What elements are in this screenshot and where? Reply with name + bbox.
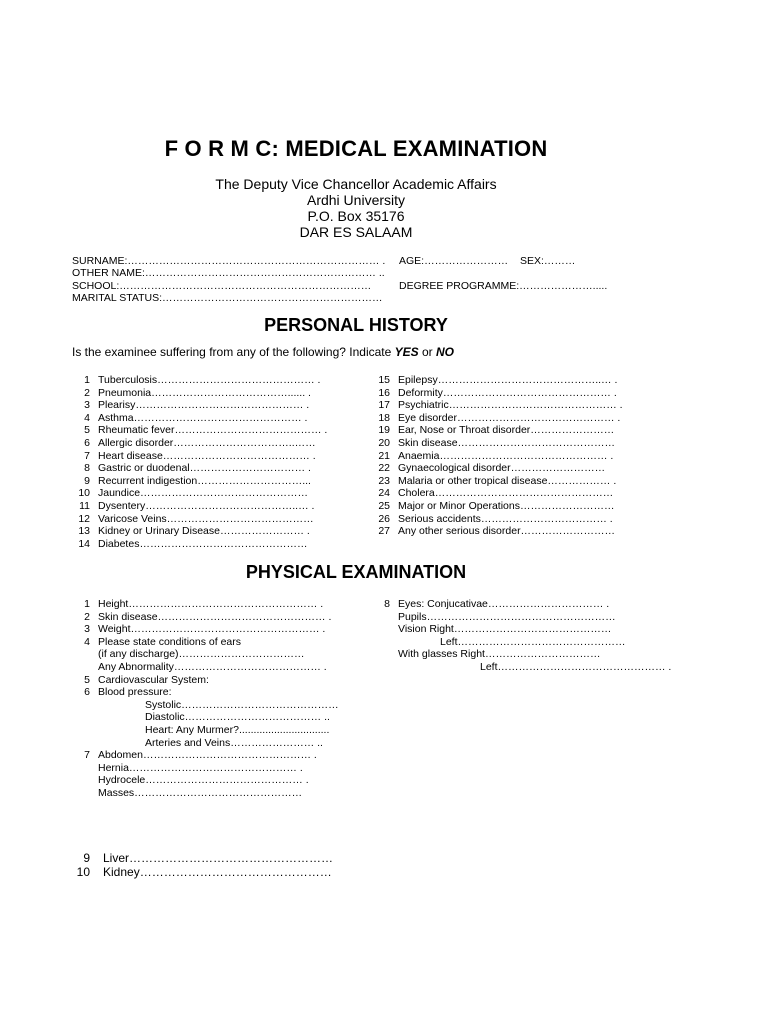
item-number: 18 [378,411,390,424]
item-label: Jaundice………………………………………… [98,487,309,500]
systolic-field[interactable]: Systolic……………………………………… [145,698,339,711]
history-list-right [370,374,670,538]
history-item[interactable] [370,399,670,412]
history-item[interactable] [370,487,670,500]
exam-row [370,636,670,649]
exam-row: 7 Abdomen………………………………………… . [84,749,317,762]
vision-left-field[interactable]: Left………………………………………… [440,635,626,648]
item-label: Recurrent indigestion…………………………... [98,474,311,487]
pupils-field[interactable]: Pupils……………………………………………… [398,610,616,623]
item-number: 13 [78,525,90,538]
history-item[interactable] [70,437,370,450]
item-number: 15 [378,374,390,386]
item-number: 27 [378,525,390,538]
item-label: Anaemia………………………………………… . [398,449,614,462]
item-label: Asthma………………………………………… . [98,411,308,424]
history-item[interactable] [70,412,370,425]
exam-row [70,774,370,787]
exam-row [370,648,670,661]
item-number: 12 [78,512,90,525]
history-item[interactable] [370,513,670,526]
item-label: Gynaecological disorder……………………… [398,462,606,475]
exam-list-right [370,598,670,674]
liver-row: 9 Liver…………………………………………… [83,851,334,865]
abdomen-field[interactable]: Abdomen………………………………………… . [98,749,317,762]
item-label: Allergic disorder……………………………..…… [98,436,316,449]
item-label: Serious accidents……………………………… . [398,512,613,525]
height-field[interactable]: Height……………………………………………… . [98,598,324,610]
eyes-field[interactable]: Eyes: Conjucativae…………………………… . [398,598,610,610]
history-item[interactable] [370,450,670,463]
item-label: Tuberculosis……………………………………… . [98,374,321,386]
exam-row [70,762,370,775]
item-label: Skin disease……………………………………… [398,436,616,449]
item-number: 23 [378,474,390,487]
item-number: 19 [378,424,390,437]
ears-label: Please state conditions of ears [98,635,242,648]
exam-row [70,724,370,737]
item-number: 1 [84,374,90,386]
exam-row [70,661,370,674]
item-label: Varicose Veins…………………………………… [98,512,314,525]
item-number: 17 [378,399,390,412]
history-item[interactable] [70,424,370,437]
exam-row [370,623,670,636]
weight-field[interactable]: Weight……………………………………………… . [98,623,326,636]
hernia-field[interactable]: Hernia………………………………………… . [98,761,303,774]
skin-field[interactable]: Skin disease………………………………………… . [98,610,332,623]
item-number: 8 [84,462,90,475]
exam-row: 4 Please state conditions of ears [84,635,242,648]
exam-row [370,661,670,674]
murmer-field[interactable]: Heart: Any Murmer?............................... [145,723,330,736]
history-item[interactable] [370,412,670,425]
kidney-row: 10 Kidney………………………………………… [76,865,332,879]
item-label: Epilepsy………………………………………..… . [398,374,618,386]
cardio-label: Cardiovascular System: [98,673,209,686]
item-number: 5 [84,424,90,437]
history-item[interactable] [70,487,370,500]
surname-field[interactable]: SURNAME:……………………………………………………………… . [72,255,386,267]
item-label: Plearisy………………………………………… . [98,399,310,412]
item-number: 14 [78,537,90,550]
item-number: 16 [378,386,390,399]
address-line-4: DAR ES SALAAM [299,224,413,240]
history-item[interactable] [370,525,670,538]
history-item[interactable] [70,450,370,463]
item-number: 7 [84,449,90,462]
exam-row [70,699,370,712]
item-label: Diabetes………………………………………… [98,537,308,550]
masses-field[interactable]: Masses………………………………………… [98,786,303,799]
item-number: 22 [378,462,390,475]
item-label: Pneumonia…………………………………...... . [98,386,311,399]
exam-row [70,787,370,800]
item-number: 3 [84,399,90,412]
item-label: Kidney or Urinary Disease…………………… . [98,525,310,538]
liver-field[interactable]: Liver…………………………………………… [103,851,334,865]
yes-label: YES [394,345,419,359]
history-item[interactable] [370,374,670,387]
exam-row: 8 Eyes: Conjucativae…………………………… . [384,598,610,610]
exam-row: 6 Blood pressure: [84,686,172,699]
item-label: Deformity………………………………………… . [398,386,617,399]
personal-history-heading: PERSONAL HISTORY [264,315,448,335]
history-item[interactable] [70,462,370,475]
item-label: Dysentery……………………………………..… . [98,499,315,512]
history-item[interactable] [70,513,370,526]
history-item[interactable] [370,500,670,513]
arteries-field[interactable]: Arteries and Veins…………………… .. [145,736,323,749]
sex-field[interactable]: SEX:……… [520,255,576,267]
hydrocele-field[interactable]: Hydrocele……………………………………… . [98,774,309,787]
exam-row [70,648,370,661]
history-item[interactable] [70,374,370,387]
item-number: 26 [378,512,390,525]
item-number: 25 [378,499,390,512]
exam-row: 3 Weight……………………………………………… . [84,623,326,636]
history-item[interactable] [70,525,370,538]
history-item[interactable] [70,475,370,488]
kidney-field[interactable]: Kidney………………………………………… [103,865,332,879]
history-item[interactable] [370,424,670,437]
item-number: 6 [84,436,90,449]
item-label: Cholera…………………………………………… [398,487,614,500]
history-item[interactable] [70,500,370,513]
school-field[interactable]: SCHOOL:……………………………………………………………… [72,280,372,292]
form-title: F O R M C: MEDICAL EXAMINATION [164,136,548,161]
history-item[interactable] [370,462,670,475]
no-label: NO [436,345,455,359]
history-item[interactable] [370,387,670,400]
history-item[interactable] [370,475,670,488]
item-number: 4 [84,411,90,424]
item-label: Heart disease…………………………………… . [98,449,316,462]
item-number: 2 [84,386,90,399]
exam-row [370,611,670,624]
item-number: 20 [378,436,390,449]
glasses-left-field[interactable]: Left………………………………………… . [480,660,672,673]
degree-programme-field[interactable]: DEGREE PROGRAMME:…………………..... [399,280,608,292]
exam-row: 1 Height……………………………………………… . [84,598,324,610]
item-number: 9 [84,474,90,487]
glasses-right-field[interactable]: With glasses Right…………………………… [398,648,601,661]
physical-examination-heading: PHYSICAL EXAMINATION [245,562,467,582]
address-line-3: P.O. Box 35176 [307,208,405,224]
history-item[interactable] [70,538,370,551]
exam-row: 5 Cardiovascular System: [84,673,209,686]
history-item[interactable] [70,399,370,412]
item-number: 24 [378,487,390,500]
item-label: Psychiatric………………………………………… . [398,399,623,412]
diastolic-field[interactable]: Diastolic………………………………… .. [145,711,330,724]
exam-row [70,737,370,750]
vision-right-field[interactable]: Vision Right……………………………………… [398,623,612,636]
item-label: Major or Minor Operations……………………… [398,499,615,512]
question-text: Is the examinee suffering from any of the following? Indicate [72,345,392,359]
item-label: Eye disorder……………………………………… . [398,411,621,424]
marital-status-field[interactable]: MARITAL STATUS:……………………………………………………… [72,292,383,304]
history-list-left [70,374,370,550]
exam-row [70,711,370,724]
item-number: 21 [378,449,390,462]
item-label: Any other serious disorder……………………… [398,525,616,538]
abnormality-field[interactable]: Any Abnormality…………………………………… . [98,660,327,673]
history-item[interactable] [70,387,370,400]
address-line-2: Ardhi University [306,192,406,208]
exam-row: 2 Skin disease………………………………………… . [84,610,332,623]
other-name-field[interactable]: OTHER NAME:………………………………………………………… .. [72,267,385,279]
item-label: Malaria or other tropical disease……………… . [398,474,617,487]
address-line-1: The Deputy Vice Chancellor Academic Affairs [215,176,497,192]
bp-label: Blood pressure: [98,686,172,699]
item-number: 10 [78,487,90,500]
exam-list-left [70,598,370,800]
personal-history-question [72,345,454,359]
discharge-field[interactable]: (if any discharge)……………………………… [98,648,305,661]
or-label: or [422,345,433,359]
item-number: 11 [79,499,90,512]
item-label: Gastric or duodenal…………………………… . [98,462,311,475]
age-field[interactable]: AGE:…………………… [399,255,509,267]
item-label: Rheumatic fever…………………………………… . [98,424,328,437]
history-item[interactable] [370,437,670,450]
item-label: Ear, Nose or Throat disorder…………………… [398,424,615,437]
